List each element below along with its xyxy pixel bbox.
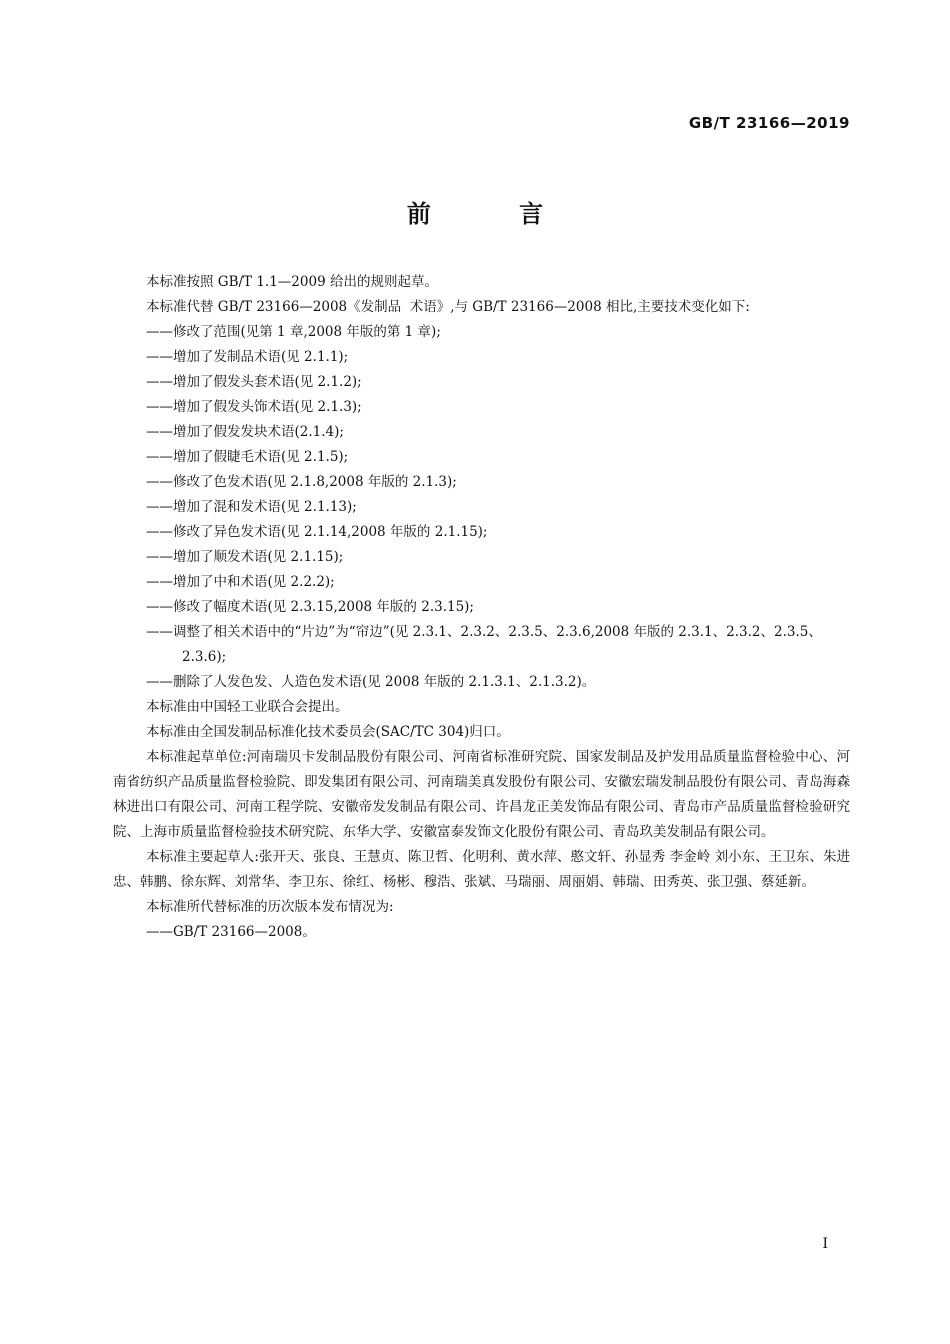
change-item: ——增加了顺发术语(见 2.1.15); — [146, 549, 344, 565]
paragraph-proposer: 本标准由中国轻工业联合会提出。 — [146, 699, 349, 715]
paragraph-replacement: 本标准代替 GB/T 23166—2008《发制品 术语》,与 GB/T 23166—2008 相比,主要技术变化如下: — [146, 299, 750, 315]
page-title: 前 言 — [406, 200, 584, 228]
change-item: ——增加了假发发块术语(2.1.4); — [146, 424, 344, 440]
change-item: ——增加了混和发术语(见 2.1.13); — [146, 499, 357, 515]
change-item: ——删除了人发色发、人造色发术语(见 2008 年版的 2.1.3.1、2.1.3.2)。 — [146, 674, 596, 690]
paragraph-committee: 本标准由全国发制品标准化技术委员会(SAC/TC 304)归口。 — [146, 724, 510, 740]
change-item: ——增加了假睫毛术语(见 2.1.5); — [146, 449, 349, 465]
change-item: ——修改了幅度术语(见 2.3.15,2008 年版的 2.3.15); — [146, 599, 474, 615]
foreword-body — [113, 270, 850, 945]
page-number: I — [822, 1236, 828, 1252]
change-item: ——调整了相关术语中的“片边”为“帘边”(见 2.3.1、2.3.2、2.3.5、2.3.6,2008 年版的 2.3.1、2.3.2、2.3.5、2.3.6); — [146, 624, 822, 665]
change-item: ——增加了假发头套术语(见 2.1.2); — [146, 374, 362, 390]
change-item: ——增加了中和术语(见 2.2.2); — [146, 574, 335, 590]
paragraph-drafters: 本标准主要起草人:张开天、张良、王慧贞、陈卫哲、化明利、黄水萍、憨文轩、孙显秀 李金岭 刘小东、王卫东、朱进忠、韩鹏、徐东辉、刘常华、李卫东、徐红、杨彬、穆浩、张斌、马瑞丽、周丽娟、韩瑞、田秀英、张卫强、蔡延新。 — [113, 849, 850, 890]
change-item: ——修改了异色发术语(见 2.1.14,2008 年版的 2.1.15); — [146, 524, 488, 540]
change-item: ——修改了色发术语(见 2.1.8,2008 年版的 2.1.3); — [146, 474, 457, 490]
history-item: ——GB/T 23166—2008。 — [146, 924, 316, 940]
paragraph-drafting-units: 本标准起草单位:河南瑞贝卡发制品股份有限公司、河南省标准研究院、国家发制品及护发用品质量监督检验中心、河南省纺织产品质量监督检验院、即发集团有限公司、河南瑞美真发股份有限公司、安徽宏瑞发制品股份有限公司、青岛海森林进出口有限公司、河南工程学院、安徽帝发发制品有限公司、许昌龙正美发饰品有限公司、青岛市产品质量监督检验研究院、上海市质量监督检验技术研究院、东华大学、安徽富泰发饰文化股份有限公司、青岛玖美发制品有限公司。 — [113, 749, 850, 840]
standard-code: GB/T 23166—2019 — [688, 114, 850, 132]
change-item: ——修改了范围(见第 1 章,2008 年版的第 1 章); — [146, 324, 441, 340]
paragraph-history-intro: 本标准所代替标准的历次版本发布情况为: — [146, 899, 394, 915]
change-item: ——增加了假发头饰术语(见 2.1.3); — [146, 399, 362, 415]
change-item: ——增加了发制品术语(见 2.1.1); — [146, 349, 349, 365]
paragraph-drafting-rules: 本标准按照 GB/T 1.1—2009 给出的规则起草。 — [146, 274, 438, 290]
